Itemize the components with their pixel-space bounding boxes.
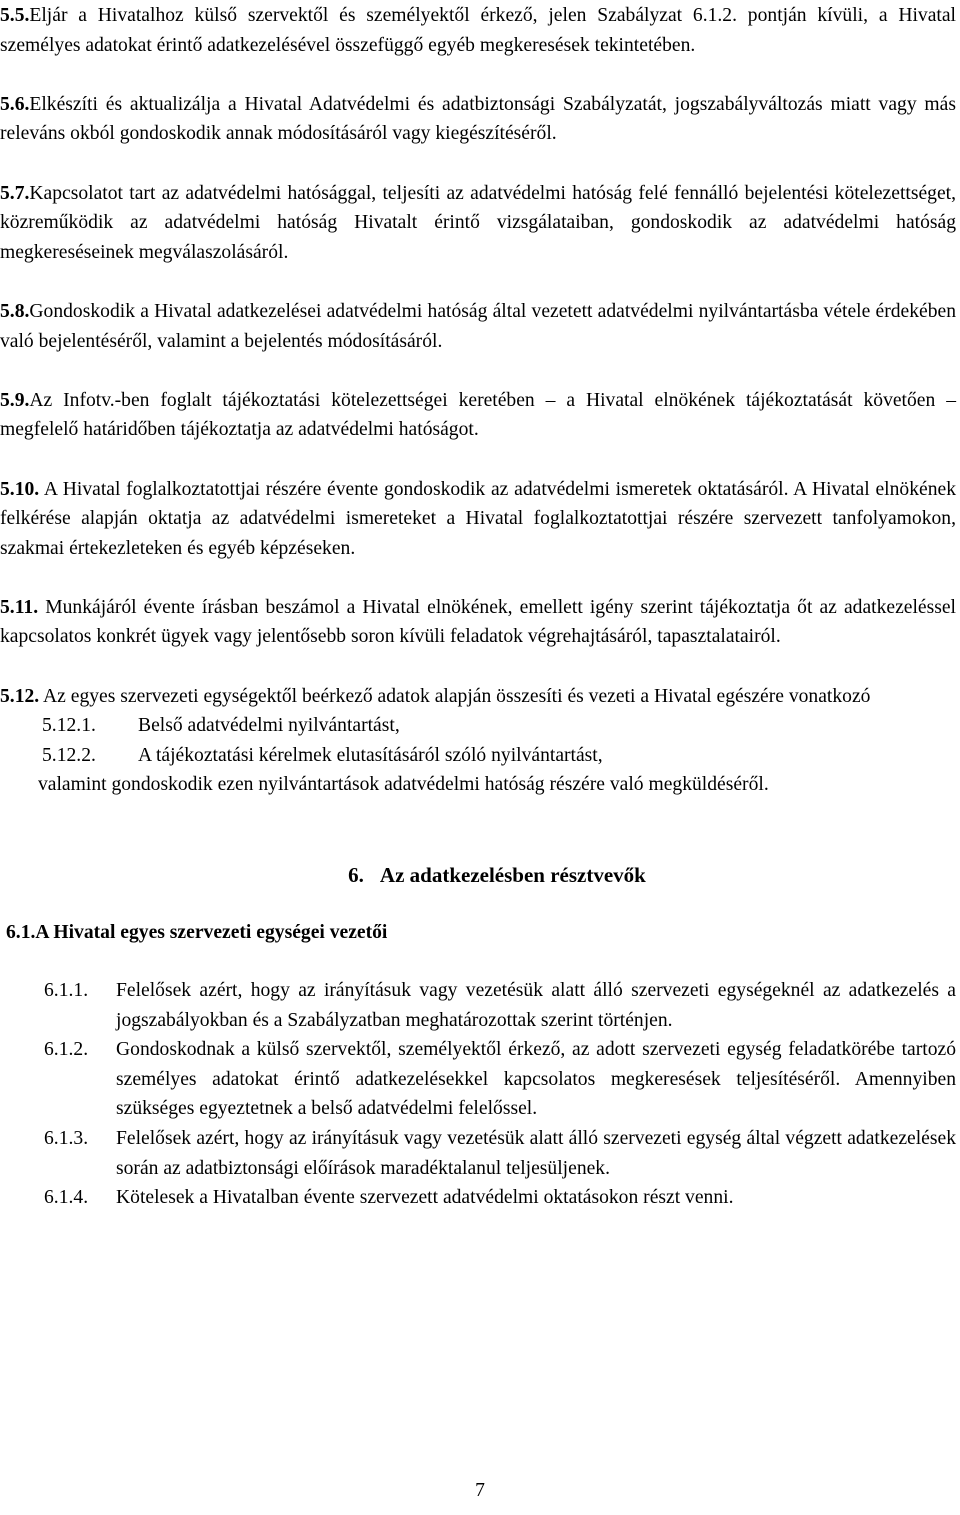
list-item-text: Felelősek azért, hogy az irányításuk vagy vezetésük alatt álló szervezeti egységeknél az adatkezelés a jogszabályokban és a Szabályzatban meghatározottak szerint történjen. [116, 980, 956, 1031]
paragraph-number: 5.8. [0, 300, 30, 322]
paragraph-number: 5.5. [0, 5, 30, 26]
paragraph-text: Eljár a Hivatalhoz külső szervektől és személyektől érkező, jelen Szabályzat 6.1.2. pontján kívüli, a Hivatal személyes adatokat érintő adatkezelésével összefüggő egyéb megkeresések tekintetében. [0, 5, 956, 56]
paragraph-text: Az egyes szervezeti egységektől beérkező adatok alapján összesíti és vezeti a Hivatal egészére vonatkozó [39, 685, 871, 707]
subsection-list-6-1 [6, 976, 956, 1213]
paragraph-number: 5.7. [0, 182, 30, 204]
paragraph-text: A Hivatal foglalkoztatottjai részére évente gondoskodik az adatvédelmi ismeretek oktatásáról. A Hivatal elnökének felkérése alapján oktatja az adatvédelmi ismereteket a Hivatal foglalkoztatottjai részére szervezett tanfolyamokon, szakmai értekezleteken és egyéb képzéseken. [0, 478, 956, 559]
document-page [0, 1, 956, 1213]
paragraph-5-5 [0, 1, 956, 60]
paragraph-5-12-outro: valamint gondoskodik ezen nyilvántartások adatvédelmi hatóság részére való megküldéséről. [38, 774, 769, 796]
paragraph-text: Munkájáról évente írásban beszámol a Hivatal elnökének, emellett igény szerint tájékoztatja őt az adatkezeléssel kapcsolatos konkrét ügyek vagy jelentősebb soron kívüli feladatok végrehajtásáról, tapasztalatairól. [0, 596, 956, 648]
paragraph-5-12-intro [0, 682, 956, 712]
paragraph-text: Az Infotv.-ben foglalt tájékoztatási kötelezettségei keretében – a Hivatal elnökének tájékoztatását követően – megfelelő határidőben tájékoztatja az adatvédelmi hatóságot. [0, 389, 956, 441]
section-heading-6 [38, 860, 956, 890]
sublist-number: 5.12.1. [42, 715, 96, 737]
sublist-text: Belső adatvédelmi nyilvántartást, [138, 715, 400, 737]
sublist-text: A tájékoztatási kérelmek elutasításáról szóló nyilvántartást, [138, 744, 603, 766]
section-number: 6. [348, 863, 364, 888]
sublist-number: 5.12.2. [42, 744, 96, 766]
list-item [6, 976, 956, 1035]
paragraph-number: 5.10. [0, 478, 40, 500]
subsection-heading-6-1: 6.1.A Hivatal egyes szervezeti egységei vezetői [6, 922, 388, 944]
paragraph-number: 5.6. [0, 93, 30, 115]
list-item [6, 1183, 956, 1213]
paragraph-5-8 [0, 297, 956, 356]
paragraph-number: 5.11. [0, 596, 39, 618]
list-item-text: Felelősek azért, hogy az irányításuk vagy vezetésük alatt álló szervezeti egység által végzett adatkezelések során az adatbiztonsági előírások maradéktalanul teljesüljenek. [116, 1128, 956, 1179]
list-item-number: 6.1.4. [44, 1187, 89, 1209]
list-item [6, 1124, 956, 1183]
page-number: 7 [475, 1480, 485, 1501]
section-title: Az adatkezelésben résztvevők [379, 863, 646, 888]
paragraph-text: Elkészíti és aktualizálja a Hivatal Adatvédelmi és adatbiztonsági Szabályzatát, jogszabályváltozás miatt vagy más releváns okból gondoskodik annak módosításáról vagy kiegészítéséről. [0, 93, 956, 145]
paragraph-number: 5.9. [0, 389, 30, 411]
sublist-item [0, 741, 956, 771]
list-item [6, 1035, 956, 1124]
list-item-number: 6.1.3. [44, 1128, 89, 1149]
paragraph-text: Kapcsolatot tart az adatvédelmi hatósággal, teljesíti az adatvédelmi hatóság felé fennálló bejelentési kötelezettséget, közreműködik az adatvédelmi hatóság Hivatalt érintő vizsgálataiban, gondoskodik az adatvédelmi hatóság megkereséseinek megválaszolásáról. [0, 182, 956, 263]
paragraph-5-7 [0, 179, 956, 268]
paragraph-5-6 [0, 90, 956, 149]
list-item-number: 6.1.1. [44, 980, 89, 1002]
list-item-number: 6.1.2. [44, 1039, 89, 1061]
paragraph-5-12 [0, 682, 956, 800]
list-item-text: Gondoskodnak a külső szervektől, személyektől érkező, az adott szervezeti egység feladatkörébe tartozó személyes adatokat érintő adatkezelésekkel kapcsolatos megkeresések teljesítéséről. Amennyiben szükséges egyeztetnek a belső adatvédelmi felelőssel. [116, 1039, 956, 1120]
paragraph-5-10 [0, 475, 956, 564]
paragraph-5-9 [0, 386, 956, 445]
sublist-item [0, 711, 956, 741]
paragraph-text: Gondoskodik a Hivatal adatkezelései adatvédelmi hatóság által vezetett adatvédelmi nyilvántartásba vétele érdekében való bejelentéséről, valamint a bejelentés módosításáról. [0, 300, 956, 352]
paragraph-number: 5.12. [0, 685, 40, 707]
paragraph-5-11 [0, 593, 956, 652]
list-item-text: Kötelesek a Hivatalban évente szervezett adatvédelmi oktatásokon részt venni. [116, 1187, 734, 1209]
